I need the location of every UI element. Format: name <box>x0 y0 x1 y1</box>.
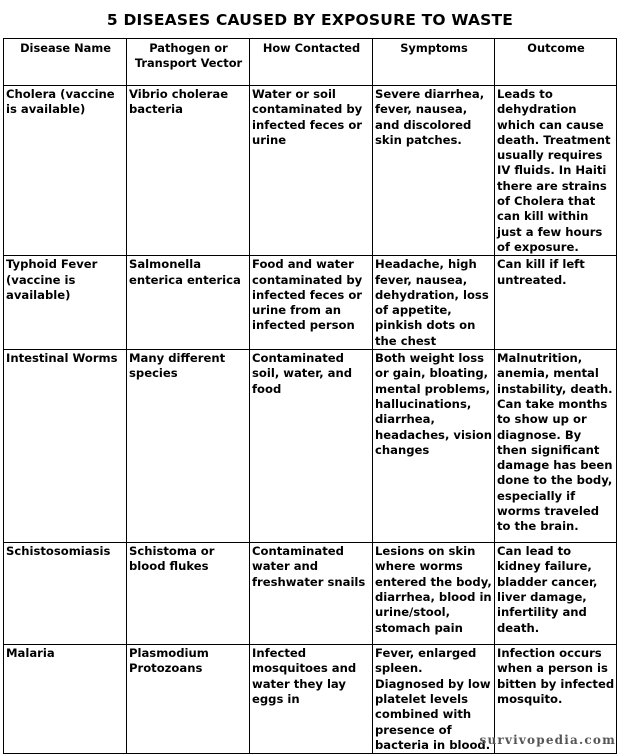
table-row <box>4 256 617 350</box>
cell-symptoms: Both weight loss or gain, bloating, mental problems, hallucinations, diarrhea, headaches, vision changes <box>373 350 495 543</box>
table-row <box>4 86 617 256</box>
cell-pathogen: Schistoma or blood flukes <box>127 543 250 645</box>
cell-how-contacted: Food and water contaminated by infected feces or urine from an infected person <box>250 256 373 350</box>
cell-pathogen: Vibrio cholerae bacteria <box>127 86 250 256</box>
source-watermark: survivopedia.com <box>479 733 616 747</box>
cell-symptoms: Lesions on skin where worms entered the body, diarrhea, blood in urine/stool, stomach pain <box>373 543 495 645</box>
column-header-disease-name: Disease Name <box>4 39 127 86</box>
cell-outcome: Can kill if left untreated. <box>495 256 617 350</box>
page-title: 5 DISEASES CAUSED BY EXPOSURE TO WASTE <box>106 11 514 29</box>
cell-how-contacted: Water or soil contaminated by infected feces or urine <box>250 86 373 256</box>
column-header-symptoms: Symptoms <box>373 39 495 86</box>
cell-disease-name: Malaria <box>4 645 127 754</box>
cell-outcome: Leads to dehydration which can cause death. Treatment usually requires IV fluids. In Haiti there are strains of Cholera that can kill within just a few hours of exposure. <box>495 86 617 256</box>
cell-symptoms: Headache, high fever, nausea, dehydration, loss of appetite, pinkish dots on the chest <box>373 256 495 350</box>
cell-disease-name: Schistosomiasis <box>4 543 127 645</box>
cell-symptoms: Severe diarrhea, fever, nausea, and discolored skin patches. <box>373 86 495 256</box>
cell-pathogen: Salmonella enterica enterica <box>127 256 250 350</box>
table-row <box>4 350 617 543</box>
cell-disease-name: Typhoid Fever (vaccine is available) <box>4 256 127 350</box>
table-row <box>4 543 617 645</box>
cell-disease-name: Intestinal Worms <box>4 350 127 543</box>
cell-symptoms: Fever, enlarged spleen. Diagnosed by low platelet levels combined with presence of bacteria in blood. <box>373 645 495 754</box>
cell-how-contacted: Contaminated water and freshwater snails <box>250 543 373 645</box>
cell-outcome: Can lead to kidney failure, bladder cancer, liver damage, infertility and death. <box>495 543 617 645</box>
cell-outcome: Infection occurs when a person is bitten by infected mosquito. <box>495 645 617 754</box>
cell-outcome: Malnutrition, anemia, mental instability, death. Can take months to show up or diagnose. By then significant damage has been done to the body, especially if worms traveled to the brain. <box>495 350 617 543</box>
cell-pathogen: Plasmodium Protozoans <box>127 645 250 754</box>
column-header-outcome: Outcome <box>495 39 617 86</box>
diseases-table <box>3 38 617 754</box>
cell-disease-name: Cholera (vaccine is available) <box>4 86 127 256</box>
cell-how-contacted: Infected mosquitoes and water they lay eggs in <box>250 645 373 754</box>
cell-how-contacted: Contaminated soil, water, and food <box>250 350 373 543</box>
column-header-pathogen: Pathogen or Transport Vector <box>127 39 250 86</box>
column-header-how-contacted: How Contacted <box>250 39 373 86</box>
cell-pathogen: Many different species <box>127 350 250 543</box>
table-header-row <box>4 39 617 86</box>
